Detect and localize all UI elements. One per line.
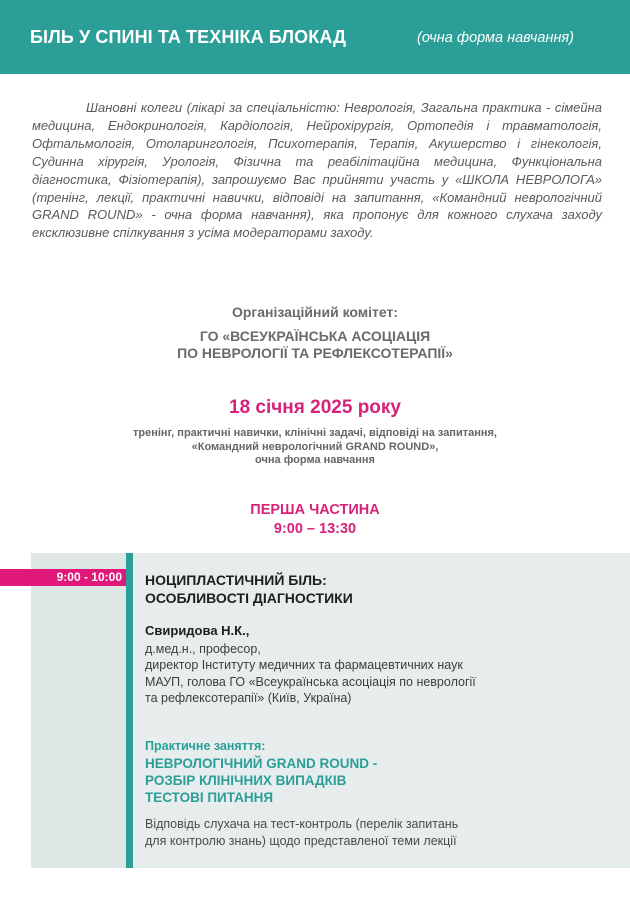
event-format xyxy=(0,427,630,468)
session-topic xyxy=(145,571,353,607)
page-subtitle: (очна форма навчання) xyxy=(417,30,574,46)
event-date: 18 січня 2025 року xyxy=(229,397,401,418)
practice-title xyxy=(145,755,377,806)
session-divider xyxy=(126,553,133,868)
speaker-info-line: д.мед.н., професор, xyxy=(145,642,261,656)
organizer-name-line: ГО «ВСЕУКРАЇНСЬКА АСОЦІАЦІЯ xyxy=(199,328,431,344)
organizer-name xyxy=(0,328,630,362)
speaker-info xyxy=(145,641,585,707)
practice-title-line: НЕВРОЛОГІЧНИЙ GRAND ROUND - xyxy=(145,756,378,771)
speaker-info-line: директор Інституту медичних та фармацевтичних наук xyxy=(145,658,463,673)
part-time: 9:00 – 13:30 xyxy=(273,521,357,537)
organizer-name-line: ПО НЕВРОЛОГІЇ ТА РЕФЛЕКСОТЕРАПІЇ» xyxy=(177,345,453,361)
practice-description-line: для контролю знань) щодо представленої теми лекції xyxy=(145,834,457,848)
practice-description-line: Відповідь слухача на тест-контроль (перелік запитань xyxy=(145,817,459,831)
event-format-line: тренінг, практичні навички, клінічні задачі, відповіді на запитання, xyxy=(133,427,497,439)
event-format-line: «Командний неврологічний GRAND ROUND», xyxy=(191,440,439,453)
practice-title-line: РОЗБІР КЛІНІЧНИХ ВИПАДКІВ xyxy=(145,773,347,788)
page-title: БІЛЬ У СПИНІ ТА ТЕХНІКА БЛОКАД xyxy=(30,27,347,47)
speaker-info-line: та рефлексотерапії» (Київ, Україна) xyxy=(145,691,352,706)
practice-description xyxy=(145,816,585,850)
session-topic-line: ОСОБЛИВОСТІ ДІАГНОСТИКИ xyxy=(145,590,353,606)
practice-label: Практичне заняття: xyxy=(145,739,266,753)
session-time: 9:00 - 10:00 xyxy=(0,569,126,586)
speaker-name: Свиридова Н.К., xyxy=(145,623,250,638)
practice-title-line: ТЕСТОВІ ПИТАННЯ xyxy=(145,790,274,805)
speaker-info-line: МАУП, голова ГО «Всеукраїнська асоціація по неврології xyxy=(145,674,476,689)
session-topic-line: НОЦИПЛАСТИЧНИЙ БІЛЬ: xyxy=(145,572,327,588)
event-format-line: очна форма навчання xyxy=(255,454,375,466)
header-banner xyxy=(0,0,630,74)
part-title: ПЕРША ЧАСТИНА xyxy=(250,502,380,518)
organizer-label: Організаційний комітет: xyxy=(231,304,399,320)
intro-paragraph: Шановні колеги (лікарі за спеціальністю: Неврологія, Загальна практика - сімейна медицина, Ендокринологія, Кардіологія, Нейрохірургія, Ортопедія і травматологія, Офтальмологія, Отоларингологія, Психотерапія, Терапія, Акушерство і гінекологія, Судинна хірургія, Урологія, Фізична та реабілітаційна медицина, Функціональна діагностика, Фізіотерапія), запрошуємо Вас прийняти участь у «ШКОЛА НЕВРОЛОГА» (тренінг, лекції, практичні навички, відповіді на запитання, «Командний неврологічний GRAND ROUND» - очна форма навчання), яка пропонує для кожного слухача заходу ексклюзивне спілкування з усіма модераторами заходу. xyxy=(32,100,602,241)
